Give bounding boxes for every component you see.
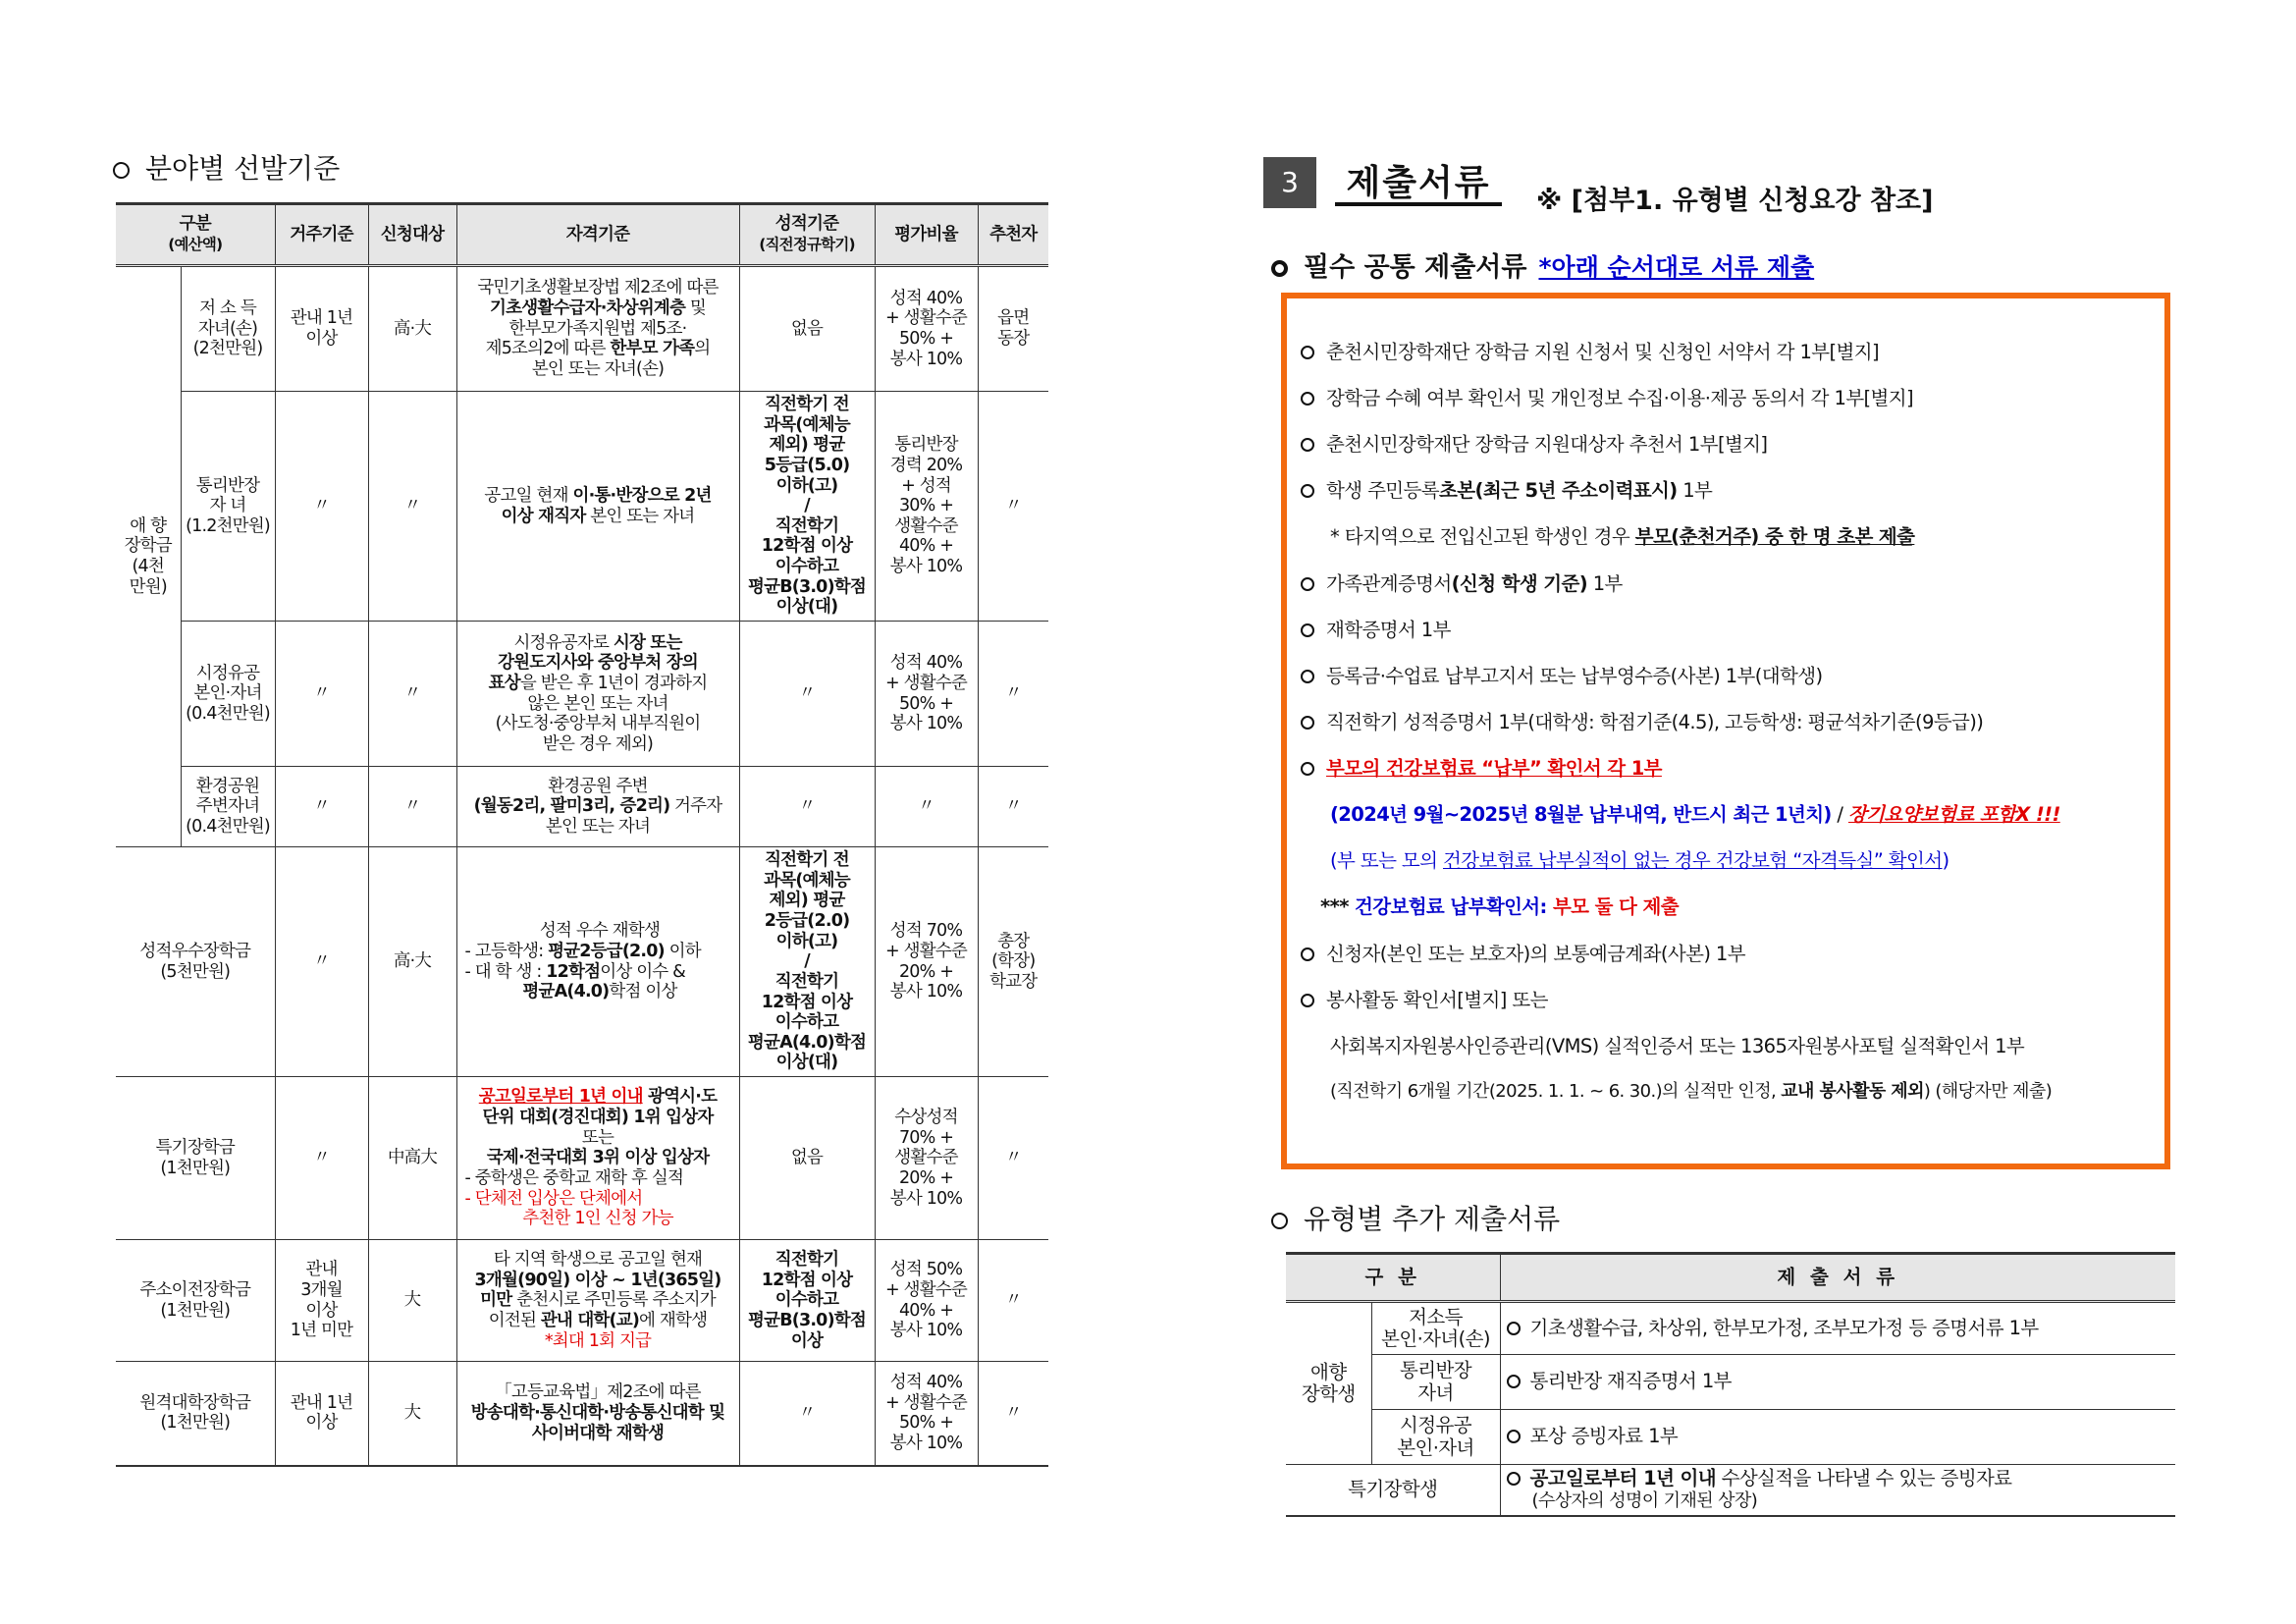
list-item: 신청자(본인 또는 보호자)의 보통예금계좌(사본) 1부	[1301, 939, 1745, 966]
target-cell: 〃	[368, 622, 456, 767]
group-aehyang-label: 애향 장학생	[1286, 1302, 1371, 1465]
table-row	[1286, 1465, 2175, 1517]
sub-category: 환경공원 주변자녀 (0.4천만원)	[181, 767, 275, 847]
grade-cell: 〃	[739, 622, 875, 767]
circle-bullet-icon	[1301, 392, 1314, 406]
group-aehyang-label: 애 향 장학금 (4천 만원)	[116, 266, 181, 847]
selection-criteria-heading: 분야별 선발기준	[113, 147, 340, 187]
col-header-documents: 제 출 서 류	[1500, 1254, 2175, 1302]
table-row	[116, 392, 1048, 622]
list-note: (2024년 9월~2025년 8월분 납부내역, 반드시 최근 1년치) / 장기요양보험료 포함X !!!	[1330, 803, 2060, 826]
table-row	[1286, 1302, 2175, 1355]
residence-cell: 〃	[275, 1077, 368, 1240]
list-item: 직전학기 성적증명서 1부(대학생: 학점기준(4.5), 고등학생: 평균석차기준(9등급))	[1301, 707, 1983, 734]
list-item: 학생 주민등록초본(최근 5년 주소이력표시) 1부	[1301, 475, 1712, 503]
sub-category: 통리반장 자녀	[1371, 1355, 1500, 1410]
circle-bullet-icon	[1301, 670, 1314, 683]
recommender-cell: 〃	[978, 767, 1048, 847]
grade-cell: 직전학기 12학점 이상 이수하고 평균B(3.0)학점 이상	[739, 1240, 875, 1362]
qualification-cell: 타 지역 학생으로 공고일 현재 3개월(90일) 이상 ~ 1년(365일) 미만 춘천시로 주민등록 주소지가 이전된 관내 대학(교)에 재학생 *최대 1회 지급	[456, 1240, 739, 1362]
list-item: 춘천시민장학재단 장학금 지원 신청서 및 신청인 서약서 각 1부[별지]	[1301, 337, 1879, 364]
residence-cell: 〃	[275, 622, 368, 767]
col-header-category: 구 분	[1286, 1254, 1500, 1302]
document-cell: 기초생활수급, 차상위, 한부모가정, 조부모가정 등 증명서류 1부	[1500, 1302, 2175, 1355]
sub-category: 시정유공 본인·자녀 (0.4천만원)	[181, 622, 275, 767]
target-cell: 〃	[368, 767, 456, 847]
circle-bullet-icon	[1301, 762, 1314, 776]
table-row	[116, 1077, 1048, 1240]
qualification-cell: 「고등교육법」제2조에 따른 방송대학·통신대학·방송통신대학 및 사이버대학 재학생	[456, 1362, 739, 1466]
circle-bullet-icon	[1301, 623, 1314, 637]
section-title: 제출서류	[1335, 155, 1502, 206]
target-cell: 大	[368, 1240, 456, 1362]
extra-documents-table	[1286, 1252, 2175, 1517]
document-cell: 공고일로부터 1년 이내 수상실적을 나타낼 수 있는 증빙자료 (수상자의 성명이 기재된 상장)	[1500, 1465, 2175, 1517]
list-item: 봉사활동 확인서[별지] 또는	[1301, 985, 1548, 1012]
recommender-cell: 〃	[978, 392, 1048, 622]
table-row	[1286, 1355, 2175, 1410]
target-cell: 〃	[368, 392, 456, 622]
sub-category: 저소득 본인·자녀(손)	[1371, 1302, 1500, 1355]
selection-criteria-table	[116, 202, 1048, 1467]
ratio-cell: 성적 40% + 생활수준 50% + 봉사 10%	[875, 266, 978, 392]
common-documents-heading: 필수 공통 제출서류 *아래 순서대로 서류 제출	[1271, 245, 1814, 284]
table-header-row	[116, 204, 1048, 266]
col-header-category: 구분 (예산액)	[116, 204, 275, 266]
circle-bullet-icon	[1301, 994, 1314, 1007]
residence-cell: 관내 1년 이상	[275, 266, 368, 392]
category-cell: 특기장학생	[1286, 1465, 1500, 1517]
list-item: 장학금 수혜 여부 확인서 및 개인정보 수집·이용·제공 동의서 각 1부[별지]	[1301, 383, 1913, 410]
grade-cell: 직전학기 전 과목(예체능 제외) 평균 5등급(5.0) 이하(고) / 직전학기 12학점 이상 이수하고 평균B(3.0)학점 이상(대)	[739, 392, 875, 622]
col-header-grade: 성적기준 (직전정규학기)	[739, 204, 875, 266]
grade-cell: 〃	[739, 767, 875, 847]
qualification-cell: 공고일로부터 1년 이내 광역시·도 단위 대회(경진대회) 1위 입상자 또는 국제·전국대회 3위 이상 입상자 - 중학생은 중학교 재학 후 실적 - 단체전 입상은 단체에서 추천한 1인 신청 가능	[456, 1077, 739, 1240]
circle-bullet-icon	[1271, 1213, 1288, 1229]
circle-bullet-icon	[1301, 947, 1314, 961]
col-header-ratio: 평가비율	[875, 204, 978, 266]
order-note-link: *아래 순서대로 서류 제출	[1538, 253, 1815, 282]
target-cell: 高·大	[368, 847, 456, 1077]
sub-category: 통리반장 자 녀 (1.2천만원)	[181, 392, 275, 622]
category-cell: 특기장학금 (1천만원)	[116, 1077, 275, 1240]
list-item: 가족관계증명서(신청 학생 기준) 1부	[1301, 568, 1623, 596]
ratio-cell: 〃	[875, 767, 978, 847]
circle-bullet-icon	[1301, 438, 1314, 452]
document-cell: 통리반장 재직증명서 1부	[1500, 1355, 2175, 1410]
col-header-recommender: 추천자	[978, 204, 1048, 266]
circle-bullet-icon	[1507, 1430, 1521, 1443]
category-cell: 성적우수장학금 (5천만원)	[116, 847, 275, 1077]
circle-bullet-icon	[1301, 484, 1314, 498]
qualification-cell: 성적 우수 재학생 - 고등학생: 평균2등급(2.0) 이하 - 대 학 생 : 12학점이상 이수 & 평균A(4.0)학점 이상	[456, 847, 739, 1077]
table-row	[116, 622, 1048, 767]
list-item: 춘천시민장학재단 장학금 지원대상자 추천서 1부[별지]	[1301, 429, 1767, 457]
table-row	[116, 1240, 1048, 1362]
target-cell: 高·大	[368, 266, 456, 392]
ratio-cell: 성적 70% + 생활수준 20% + 봉사 10%	[875, 847, 978, 1077]
ratio-cell: 성적 50% + 생활수준 40% + 봉사 10%	[875, 1240, 978, 1362]
section-note: ※ [첨부1. 유형별 신청요강 참조]	[1536, 186, 1934, 216]
grade-cell: 직전학기 전 과목(예체능 제외) 평균 2등급(2.0) 이하(고) / 직전학기 12학점 이상 이수하고 평균A(4.0)학점 이상(대)	[739, 847, 875, 1077]
ratio-cell: 성적 40% + 생활수준 50% + 봉사 10%	[875, 622, 978, 767]
sub-category: 시정유공 본인·자녀	[1371, 1410, 1500, 1465]
circle-bullet-icon	[1301, 346, 1314, 359]
list-note: * 타지역으로 전입신고된 학생인 경우 부모(춘천거주) 중 한 명 초본 제출	[1330, 525, 1915, 548]
list-note: *** 건강보험료 납부확인서: 부모 둘 다 제출	[1320, 895, 1679, 918]
circle-bullet-icon	[1301, 577, 1314, 591]
grade-cell: 없음	[739, 266, 875, 392]
grade-cell: 없음	[739, 1077, 875, 1240]
col-header-target: 신청대상	[368, 204, 456, 266]
residence-cell: 〃	[275, 847, 368, 1077]
document-cell: 포상 증빙자료 1부	[1500, 1410, 2175, 1465]
list-item: 등록금·수업료 납부고지서 또는 납부영수증(사본) 1부(대학생)	[1301, 661, 1823, 688]
residence-cell: 〃	[275, 392, 368, 622]
section-number-badge: 3	[1263, 157, 1316, 208]
list-item: 부모의 건강보험료 “납부” 확인서 각 1부	[1301, 753, 1662, 781]
table-header-row	[1286, 1254, 2175, 1302]
recommender-cell: 〃	[978, 1362, 1048, 1466]
col-header-qualification: 자격기준	[456, 204, 739, 266]
qualification-cell: 환경공원 주변 (월동2리, 팔미3리, 증2리) 거주자 본인 또는 자녀	[456, 767, 739, 847]
list-item: 재학증명서 1부	[1301, 615, 1451, 642]
recommender-cell: 〃	[978, 1240, 1048, 1362]
residence-cell: 관내 1년 이상	[275, 1362, 368, 1466]
category-cell: 주소이전장학금 (1천만원)	[116, 1240, 275, 1362]
list-note: (부 또는 모의 건강보험료 납부실적이 없는 경우 건강보험 “자격득실” 확인서)	[1330, 849, 1949, 872]
ratio-cell: 성적 40% + 생활수준 50% + 봉사 10%	[875, 1362, 978, 1466]
category-cell: 원격대학장학금 (1천만원)	[116, 1362, 275, 1466]
table-row	[116, 847, 1048, 1077]
target-cell: 大	[368, 1362, 456, 1466]
circle-bullet-icon	[1507, 1472, 1521, 1486]
recommender-cell: 총장 (학장) 학교장	[978, 847, 1048, 1077]
qualification-cell: 시정유공자로 시장 또는 강원도지사와 중앙부처 장의 표상을 받은 후 1년이 경과하지 않은 본인 또는 자녀 (사도청·중앙부처 내부직원이 받은 경우 제외)	[456, 622, 739, 767]
extra-documents-heading: 유형별 추가 제출서류	[1271, 1198, 1560, 1237]
recommender-cell: 〃	[978, 1077, 1048, 1240]
list-note: 사회복지자원봉사인증관리(VMS) 실적인증서 또는 1365자원봉사포털 실적확인서 1부	[1330, 1035, 2025, 1057]
recommender-cell: 읍면 동장	[978, 266, 1048, 392]
table-row	[116, 767, 1048, 847]
list-note: (직전학기 6개월 기간(2025. 1. 1. ~ 6. 30.)의 실적만 인정, 교내 봉사활동 제외) (해당자만 제출)	[1330, 1081, 2053, 1102]
circle-bullet-icon	[1507, 1375, 1521, 1388]
sub-category: 저 소 득 자녀(손) (2천만원)	[181, 266, 275, 392]
circle-bullet-icon	[1271, 260, 1288, 277]
qualification-cell: 국민기초생활보장법 제2조에 따른 기초생활수급자·차상위계층 및 한부모가족지원법 제5조· 제5조의2에 따른 한부모 가족의 본인 또는 자녀(손)	[456, 266, 739, 392]
table-row	[116, 1362, 1048, 1466]
residence-cell: 〃	[275, 767, 368, 847]
circle-bullet-icon	[1507, 1322, 1521, 1335]
ratio-cell: 통리반장 경력 20% + 성적 30% + 생활수준 40% + 봉사 10%	[875, 392, 978, 622]
circle-bullet-icon	[1301, 716, 1314, 730]
target-cell: 中高大	[368, 1077, 456, 1240]
grade-cell: 〃	[739, 1362, 875, 1466]
col-header-residence: 거주기준	[275, 204, 368, 266]
table-row	[1286, 1410, 2175, 1465]
qualification-cell: 공고일 현재 이·통·반장으로 2년 이상 재직자 본인 또는 자녀	[456, 392, 739, 622]
table-row	[116, 266, 1048, 392]
residence-cell: 관내 3개월 이상 1년 미만	[275, 1240, 368, 1362]
ratio-cell: 수상성적 70% + 생활수준 20% + 봉사 10%	[875, 1077, 978, 1240]
circle-bullet-icon	[113, 162, 130, 179]
recommender-cell: 〃	[978, 622, 1048, 767]
